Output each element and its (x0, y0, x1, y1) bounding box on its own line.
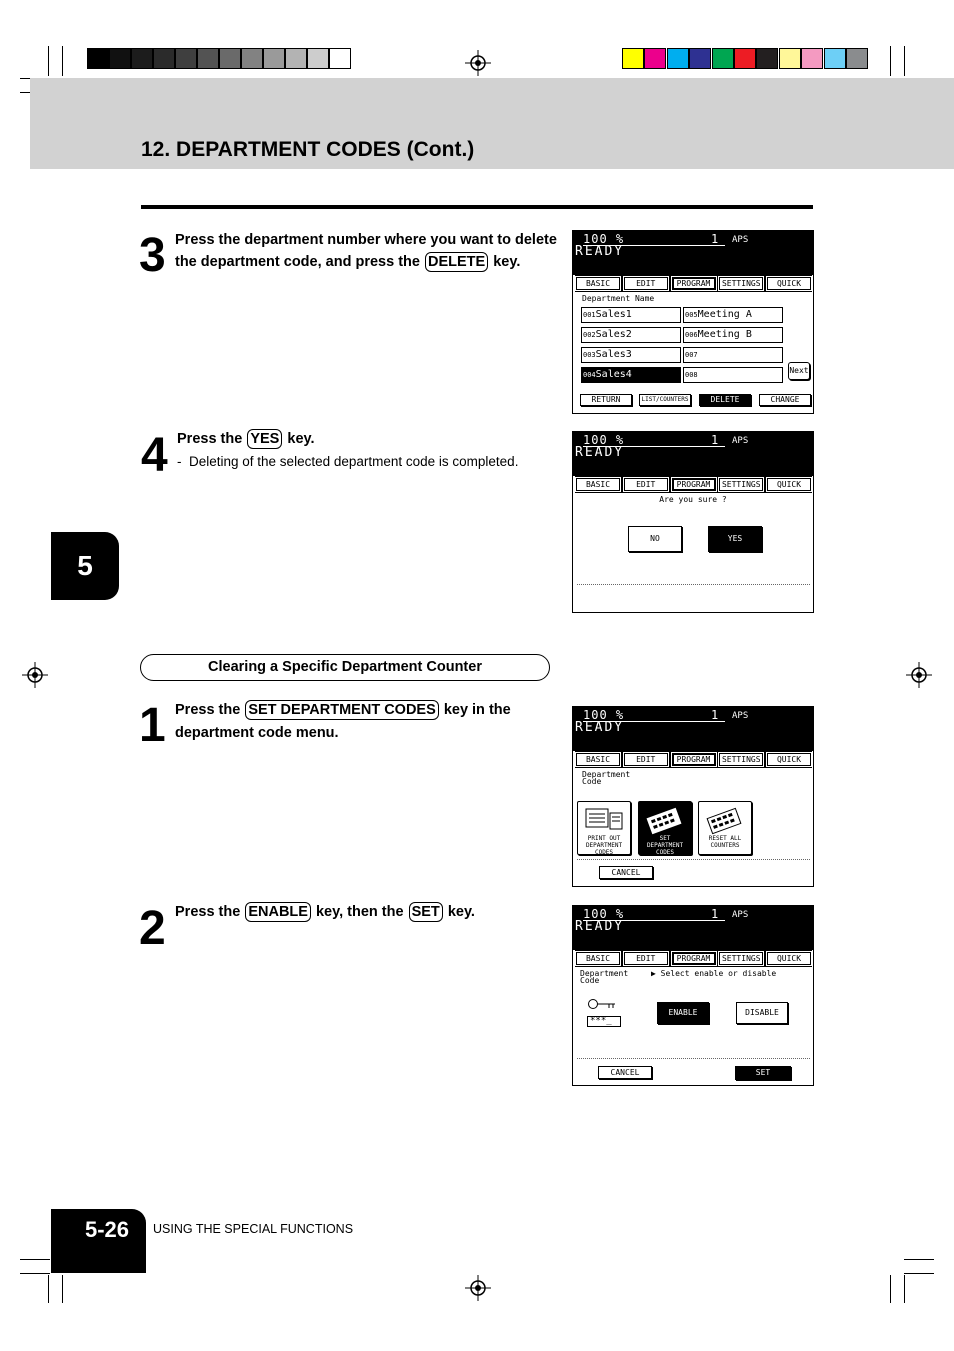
gray-swatch (307, 48, 329, 69)
step-note-text: Deleting of the selected department code is completed. (189, 454, 519, 469)
step-text: key. (493, 254, 521, 270)
dept-name: Sales3 (595, 349, 632, 360)
dept-number: 002 (583, 331, 596, 339)
gray-swatch (197, 48, 219, 69)
divider (577, 584, 810, 585)
color-swatch (734, 48, 756, 69)
step-text: Press the (175, 904, 241, 920)
chapter-tab: 5 (51, 532, 119, 600)
tab-edit[interactable]: EDIT (624, 478, 668, 491)
yes-button[interactable]: YES (708, 526, 762, 552)
page-title: 12. DEPARTMENT CODES (Cont.) (141, 138, 475, 161)
confirm-prompt: Are you sure ? (659, 495, 727, 504)
dept-item[interactable] (683, 327, 783, 343)
button-label: SET DEPARTMENT CODES (646, 835, 684, 856)
key-label: DELETE (425, 252, 488, 272)
screen-label: Department Code (580, 969, 629, 985)
copies-readout: 1 (711, 907, 719, 921)
button-label: PRINT OUT DEPARTMENT CODES (585, 835, 623, 856)
tab-quick[interactable]: QUICK (767, 277, 811, 290)
paper-mode: APS (732, 910, 749, 920)
gray-swatch (329, 48, 351, 69)
tab-edit[interactable]: EDIT (624, 952, 668, 965)
tab-edit[interactable]: EDIT (624, 753, 668, 766)
dept-number: 001 (583, 311, 596, 319)
lcd-status-bar (573, 906, 813, 950)
dept-name: Meeting B (697, 329, 752, 340)
dept-number: 003 (583, 351, 596, 359)
divider (577, 1058, 810, 1059)
tab-quick[interactable]: QUICK (767, 952, 811, 965)
zoom-readout: 100 % (583, 433, 725, 447)
tab-program[interactable]: PROGRAM (672, 478, 716, 491)
tab-settings[interactable]: SETTINGS (719, 753, 763, 766)
dept-item-selected[interactable] (581, 367, 681, 383)
set-department-codes-button[interactable] (638, 801, 692, 855)
copies-readout: 1 (711, 433, 719, 447)
tab-settings[interactable]: SETTINGS (719, 277, 763, 290)
step-text: key. (287, 431, 315, 447)
screen-label: Department Code (582, 770, 631, 786)
lcd-status-bar (573, 231, 813, 275)
color-swatch (801, 48, 823, 69)
lcd-tab-bar (575, 476, 812, 493)
dept-number: 006 (685, 331, 698, 339)
step-text: Press the (177, 431, 243, 447)
tab-quick[interactable]: QUICK (767, 478, 811, 491)
status-readout: READY (575, 919, 625, 934)
list-counters-button[interactable]: LIST/COUNTERS (639, 394, 691, 406)
no-button[interactable]: NO (628, 526, 682, 552)
title-rule (141, 205, 813, 209)
registration-mark-icon (22, 662, 48, 688)
status-readout: READY (575, 720, 625, 735)
copies-readout: 1 (711, 232, 719, 246)
dept-item[interactable] (683, 307, 783, 323)
gray-swatch (153, 48, 175, 69)
tab-program[interactable]: PROGRAM (672, 753, 716, 766)
lcd-screen-enable-disable (572, 905, 814, 1086)
keypad-icon (645, 805, 685, 835)
dept-name: Sales2 (595, 329, 632, 340)
dept-item[interactable] (581, 347, 681, 363)
tab-settings[interactable]: SETTINGS (719, 478, 763, 491)
dept-number: 007 (685, 351, 698, 359)
tab-program[interactable]: PROGRAM (672, 277, 716, 290)
step-number: 1 (139, 699, 164, 752)
lcd-status-bar (573, 432, 813, 476)
tab-basic[interactable]: BASIC (576, 478, 620, 491)
lcd-screen-confirm (572, 431, 814, 613)
dept-name: Sales1 (595, 309, 632, 320)
registration-mark-icon (906, 662, 932, 688)
set-button[interactable]: SET (735, 1066, 791, 1080)
dept-item[interactable] (581, 327, 681, 343)
tab-program[interactable]: PROGRAM (672, 952, 716, 965)
color-swatch (846, 48, 868, 69)
tab-basic[interactable]: BASIC (576, 277, 620, 290)
step-note: - Deleting of the selected department code is completed. (177, 454, 519, 469)
disable-button[interactable]: DISABLE (736, 1002, 788, 1024)
button-label: RESET ALL COUNTERS (708, 835, 742, 849)
gray-swatch (131, 48, 153, 69)
zoom-readout: 100 % (583, 907, 725, 921)
tab-quick[interactable]: QUICK (767, 753, 811, 766)
color-swatch (667, 48, 689, 69)
step-text: key, then the (315, 904, 404, 920)
prompt-line (651, 970, 776, 978)
tab-basic[interactable]: BASIC (576, 753, 620, 766)
key-label: SET (409, 902, 443, 922)
step-instruction (177, 428, 557, 450)
color-swatch (824, 48, 846, 69)
enable-button[interactable]: ENABLE (657, 1002, 709, 1024)
key-label: ENABLE (245, 902, 311, 922)
subsection-heading: Clearing a Specific Department Counter (140, 654, 550, 681)
step-instruction (175, 699, 560, 745)
tab-basic[interactable]: BASIC (576, 952, 620, 965)
color-swatch (689, 48, 711, 69)
step-instruction (175, 901, 565, 923)
step-instruction (175, 229, 565, 273)
footer-section: USING THE SPECIAL FUNCTIONS (153, 1222, 354, 1236)
divider (577, 859, 810, 860)
dept-item[interactable] (683, 367, 783, 383)
color-swatch (712, 48, 734, 69)
gray-swatch (175, 48, 197, 69)
change-button[interactable]: CHANGE (759, 394, 811, 406)
delete-button[interactable]: DELETE (699, 394, 751, 406)
triangle-right-icon: ▶ (651, 969, 656, 978)
gray-swatch (219, 48, 241, 69)
enable-prompt: Select enable or disable (660, 969, 777, 978)
dept-item[interactable] (581, 307, 681, 323)
dept-number: 008 (685, 371, 698, 379)
step-number: 3 (139, 229, 164, 282)
registration-mark-icon (465, 50, 491, 76)
gray-swatch (87, 48, 109, 69)
dept-item[interactable] (683, 347, 783, 363)
return-button[interactable]: RETURN (580, 394, 632, 406)
paper-mode: APS (732, 436, 749, 446)
print-out-department-codes-button[interactable] (577, 801, 631, 855)
step-number: 2 (139, 902, 164, 955)
step-text: key. (447, 904, 475, 920)
cancel-button[interactable]: CANCEL (598, 1066, 652, 1079)
lcd-tab-bar (575, 275, 812, 292)
lcd-tab-bar (575, 950, 812, 967)
tab-edit[interactable]: EDIT (624, 277, 668, 290)
screen-label: Department Name (582, 294, 655, 303)
gray-swatch (263, 48, 285, 69)
code-entry-field: ***_ (587, 1016, 621, 1027)
page-number: 5-26 (51, 1209, 146, 1273)
dept-name: Meeting A (697, 309, 752, 320)
key-label: SET DEPARTMENT CODES (245, 700, 438, 720)
lcd-tab-bar (575, 751, 812, 768)
gray-swatch (241, 48, 263, 69)
gray-swatch (285, 48, 307, 69)
step-number: 4 (141, 429, 166, 482)
tab-settings[interactable]: SETTINGS (719, 952, 763, 965)
key-icon (587, 998, 617, 1010)
lcd-screen-department-code-menu (572, 706, 814, 887)
zoom-readout: 100 % (583, 708, 725, 722)
color-swatch (756, 48, 778, 69)
next-page-button[interactable]: Next (788, 362, 810, 380)
step-text: Press the (175, 702, 241, 718)
color-swatch (622, 48, 644, 69)
color-swatch (644, 48, 666, 69)
reset-all-counters-button[interactable] (698, 801, 752, 855)
registration-mark-icon (465, 1275, 491, 1301)
step-text: key in the department code menu. (175, 702, 511, 741)
status-readout: READY (575, 445, 625, 460)
dept-number: 004 (583, 371, 596, 379)
lcd-status-bar (573, 707, 813, 751)
key-label: YES (247, 429, 282, 449)
dept-number: 005 (685, 311, 698, 319)
gray-swatch (109, 48, 131, 69)
keypad-icon (705, 805, 745, 835)
copies-readout: 1 (711, 708, 719, 722)
lcd-screen-department-list (572, 230, 814, 414)
dept-name: Sales4 (595, 369, 632, 380)
zoom-readout: 100 % (583, 232, 725, 246)
paper-mode: APS (732, 235, 749, 245)
status-readout: READY (575, 244, 625, 259)
paper-mode: APS (732, 711, 749, 721)
step-text: Press the department number where you want to delete the department code, and press the (175, 232, 557, 270)
color-swatch (779, 48, 801, 69)
cancel-button[interactable]: CANCEL (599, 866, 653, 879)
printer-icon (584, 805, 624, 835)
